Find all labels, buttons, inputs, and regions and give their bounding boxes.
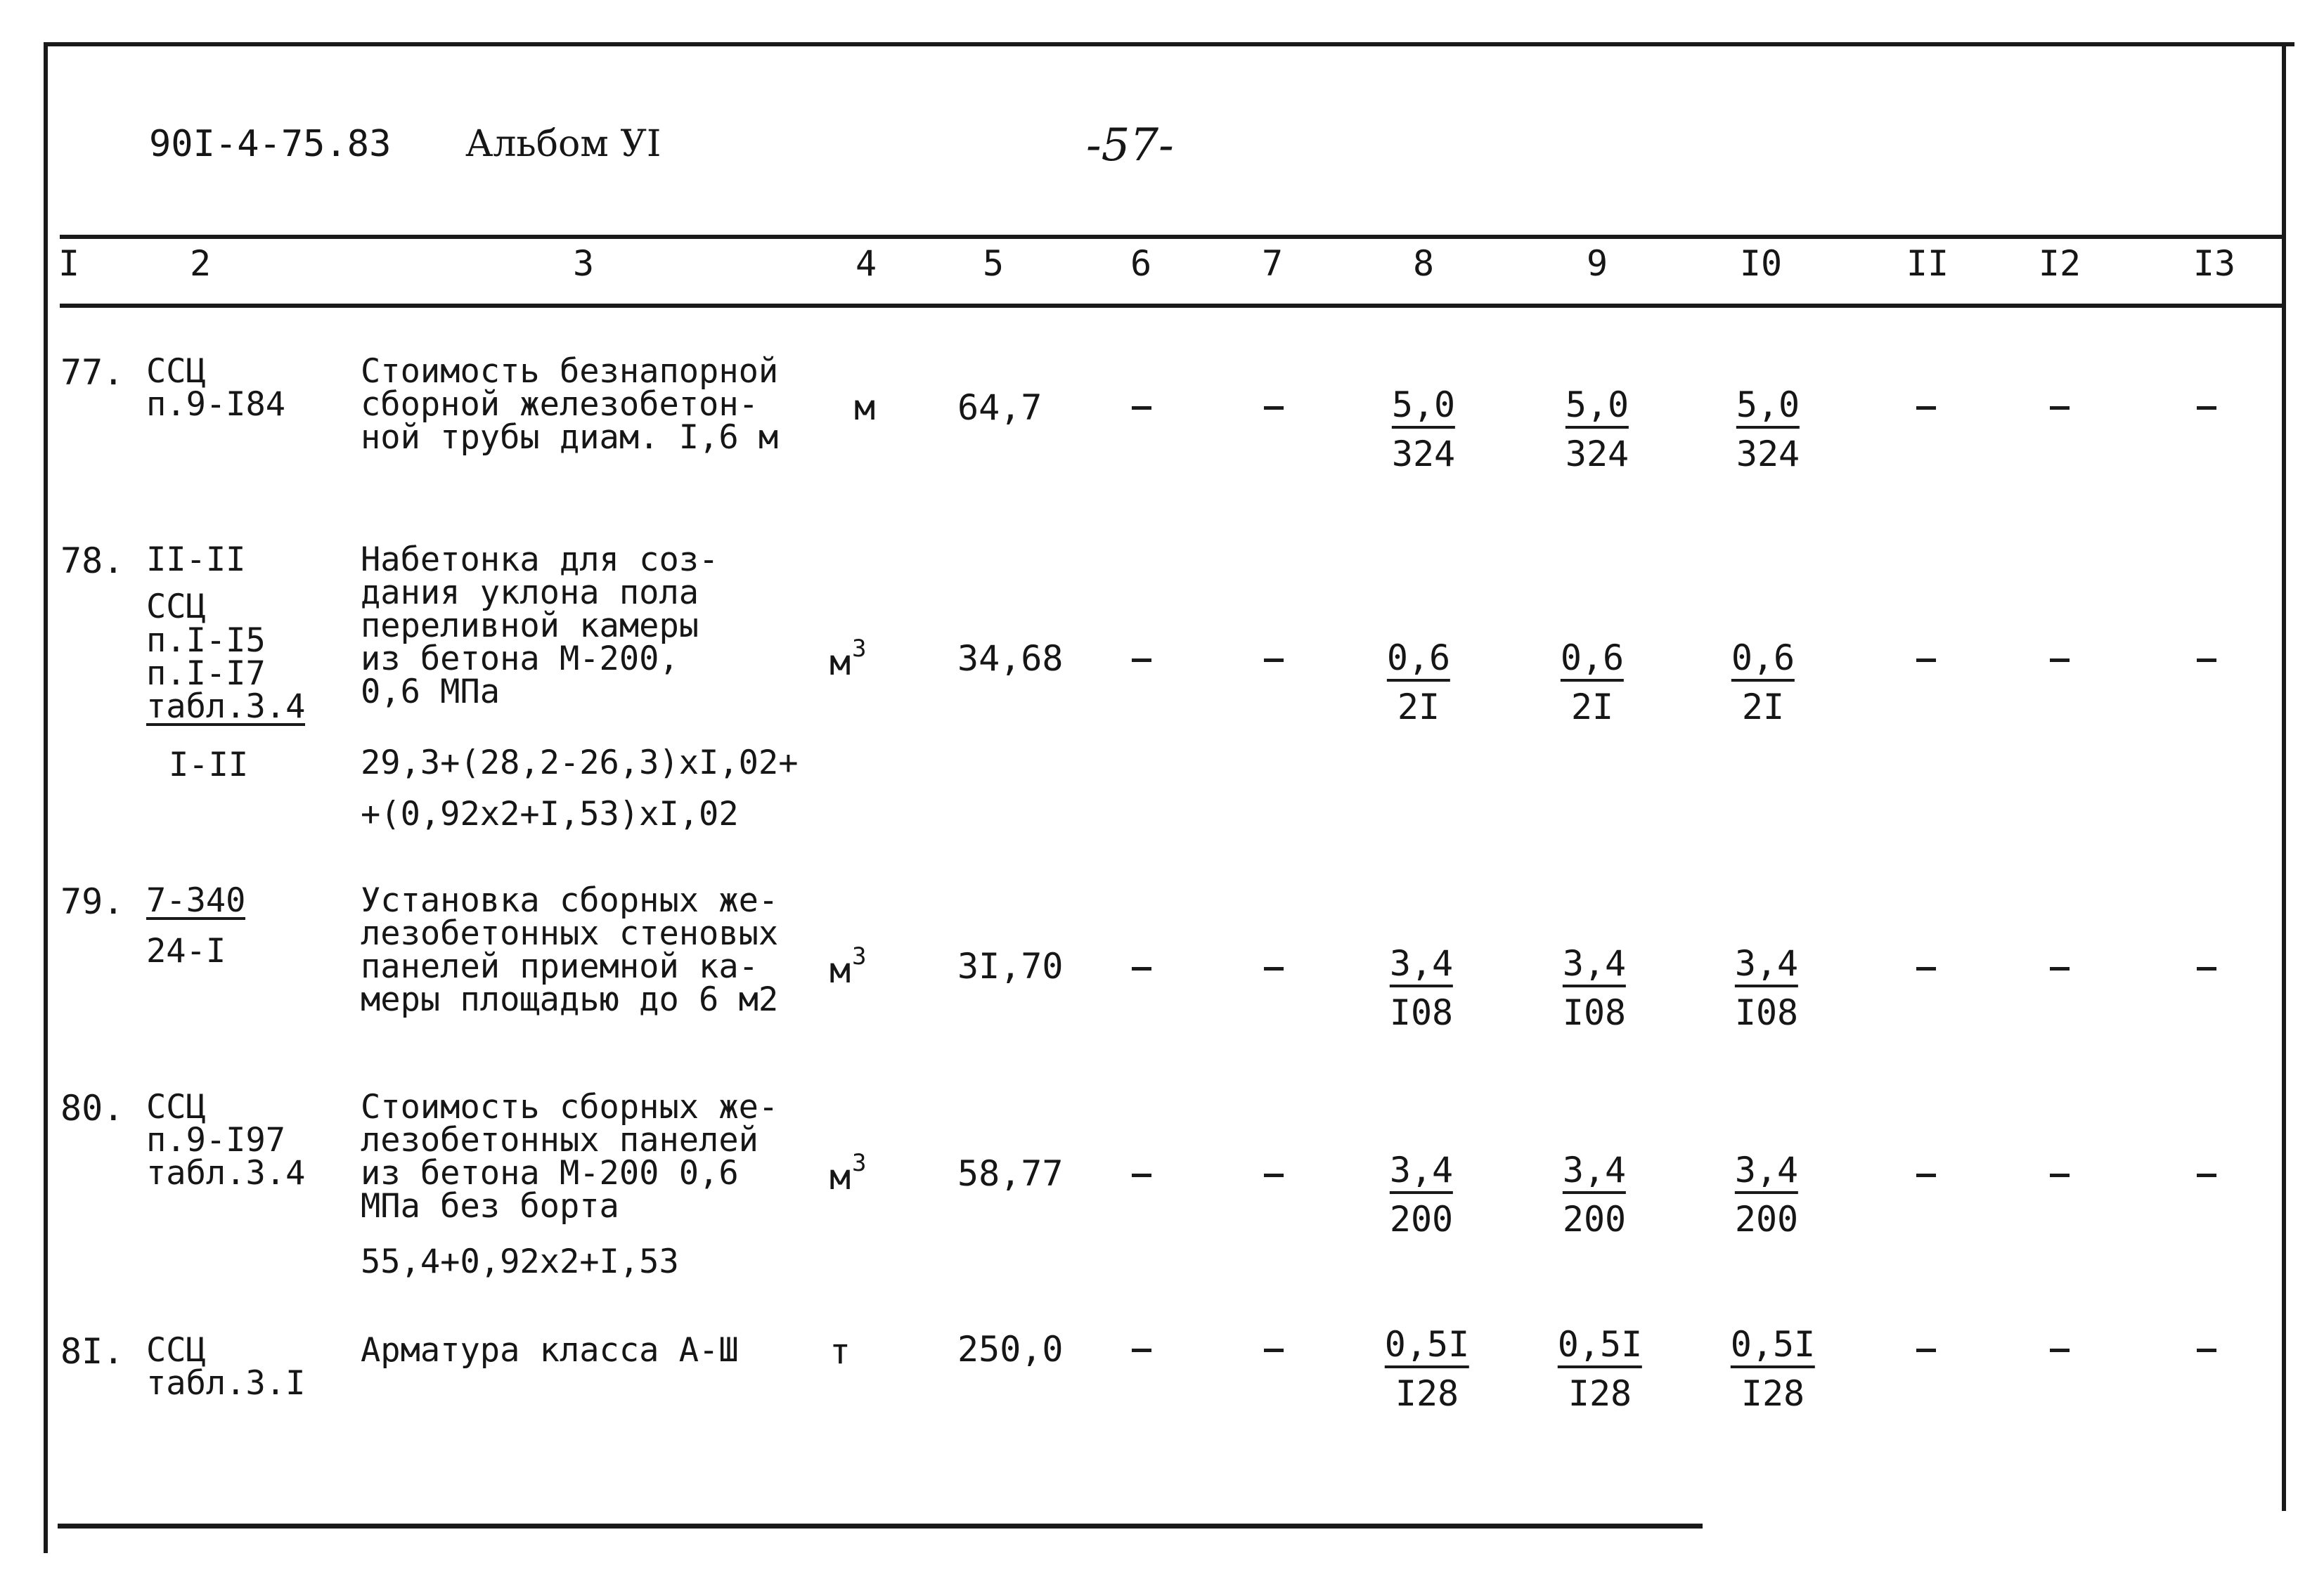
row-78-unit-sup: 3 — [852, 635, 867, 663]
row-80-desc-1: Стоимость сборных же- — [361, 1088, 779, 1127]
row-77-code-2: п.9-I84 — [146, 385, 286, 424]
row-81-col12-dash — [2050, 1349, 2070, 1352]
row-78-code-3: п.I-I5 — [146, 621, 266, 660]
row-77-col8-top: 5,0 — [1392, 385, 1455, 429]
page-number: -57- — [1086, 119, 1174, 171]
row-77-number: 77. — [60, 352, 124, 393]
row-77-col6-dash — [1132, 406, 1151, 410]
row-77-col10-bottom: 324 — [1736, 434, 1800, 474]
row-81-col13-dash — [2197, 1349, 2216, 1352]
row-79-desc-3: панелей приемной ка- — [361, 947, 758, 986]
row-81-col8-bottom: I28 — [1395, 1373, 1459, 1414]
row-78-desc-1: Набетонка для соз- — [361, 540, 719, 579]
row-80-col6-dash — [1132, 1174, 1151, 1177]
row-79-desc-4: меры площадью до 6 м2 — [361, 980, 779, 1019]
row-81-desc-1: Арматура класса А-Ш — [361, 1331, 739, 1370]
row-79-col9 — [1563, 944, 1626, 1032]
row-80-col8 — [1390, 1150, 1453, 1239]
row-81-col9 — [1558, 1325, 1642, 1413]
row-79-desc-2: лезобетонных стеновых — [361, 914, 779, 953]
row-81-unit: т — [829, 1331, 851, 1372]
row-81-col9-top: 0,5I — [1558, 1325, 1642, 1368]
row-81-col8-top: 0,5I — [1385, 1325, 1469, 1368]
row-81-number: 8I. — [60, 1331, 124, 1372]
col-header-12: I2 — [2038, 243, 2081, 284]
row-81-code-2: табл.3.I — [146, 1364, 306, 1403]
row-79-col8-bottom: I08 — [1389, 992, 1454, 1033]
row-80-formula-1: 55,4+0,92x2+I,53 — [361, 1242, 679, 1281]
row-80-unit-sup: 3 — [852, 1149, 867, 1177]
col-header-4: 4 — [855, 243, 877, 284]
row-80-code-3: табл.3.4 — [146, 1154, 306, 1193]
frame-right-border — [2282, 42, 2286, 1511]
row-78-col7-dash — [1264, 658, 1284, 662]
row-79-col10-top: 3,4 — [1735, 944, 1798, 987]
col-header-1: I — [58, 243, 80, 284]
col-header-3: 3 — [572, 243, 595, 284]
row-79-col9-top: 3,4 — [1563, 944, 1626, 987]
row-81-col11-dash — [1916, 1349, 1936, 1352]
row-79-code-1: 7-340 — [146, 881, 246, 920]
col-header-9: 9 — [1586, 243, 1608, 284]
row-78-col12-dash — [2050, 658, 2070, 662]
row-77-col10-top: 5,0 — [1736, 385, 1800, 429]
col-header-10: I0 — [1739, 243, 1783, 284]
row-79-col11-dash — [1916, 967, 1936, 971]
row-77-desc-3: ной трубы диам. I,6 м — [361, 418, 779, 457]
row-80-col9-top: 3,4 — [1563, 1150, 1626, 1194]
row-81-col8 — [1385, 1325, 1469, 1413]
row-77-col8 — [1392, 385, 1455, 474]
row-78-formula-2: +(0,92x2+I,53)xI,02 — [361, 795, 739, 833]
row-81-col7-dash — [1264, 1349, 1284, 1352]
row-80-unit: м — [829, 1157, 851, 1198]
bottom-rule — [58, 1524, 1703, 1529]
row-80-col8-bottom: 200 — [1389, 1199, 1454, 1240]
row-80-col10 — [1735, 1150, 1798, 1239]
row-77-desc-2: сборной железобетон- — [361, 385, 758, 424]
row-79-qty: 3I,70 — [957, 946, 1064, 987]
row-81-col9-bottom: I28 — [1568, 1373, 1632, 1414]
row-78-formula-1: 29,3+(28,2-26,3)xI,02+ — [361, 744, 799, 782]
row-79-col9-bottom: I08 — [1562, 992, 1627, 1033]
row-81-col10-bottom: I28 — [1741, 1373, 1805, 1414]
row-78-col9 — [1561, 638, 1624, 727]
row-78-code-1: II-II — [146, 540, 246, 579]
row-78-col6-dash — [1132, 658, 1151, 662]
row-78-col8-top: 0,6 — [1387, 638, 1450, 682]
row-78-code-6: I-II — [169, 746, 249, 784]
row-79-col8-top: 3,4 — [1390, 944, 1453, 987]
row-79-unit: м — [829, 950, 851, 991]
row-81-col6-dash — [1132, 1349, 1151, 1352]
row-79-col12-dash — [2050, 967, 2070, 971]
row-80-col9-bottom: 200 — [1562, 1199, 1627, 1240]
row-79-col6-dash — [1132, 967, 1151, 971]
col-header-13: I3 — [2193, 243, 2236, 284]
doc-code: 90I-4-75.83 — [149, 123, 392, 165]
row-79-col10-bottom: I08 — [1734, 992, 1799, 1033]
row-80-col8-top: 3,4 — [1390, 1150, 1453, 1194]
row-78-number: 78. — [60, 540, 124, 581]
row-78-code-5: табл.3.4 — [146, 687, 306, 726]
row-80-qty: 58,77 — [957, 1153, 1064, 1194]
row-78-col10-bottom: 2I — [1741, 687, 1785, 727]
row-80-desc-4: МПа без борта — [361, 1187, 619, 1226]
row-79-col7-dash — [1264, 967, 1284, 971]
row-80-col12-dash — [2050, 1174, 2070, 1177]
row-77-code-1: ССЦ — [146, 352, 206, 391]
row-80-code-1: ССЦ — [146, 1088, 206, 1127]
row-81-qty: 250,0 — [957, 1329, 1064, 1370]
col-header-2: 2 — [189, 243, 212, 284]
col-header-8: 8 — [1412, 243, 1435, 284]
row-79-col10 — [1735, 944, 1798, 1032]
row-77-col13-dash — [2197, 406, 2216, 410]
row-80-code-2: п.9-I97 — [146, 1121, 286, 1160]
col-header-5: 5 — [982, 243, 1005, 284]
row-79-desc-1: Установка сборных же- — [361, 881, 779, 920]
row-77-col9 — [1566, 385, 1629, 474]
row-81-code-1: ССЦ — [146, 1331, 206, 1370]
row-80-col13-dash — [2197, 1174, 2216, 1177]
row-78-desc-5: 0,6 МПа — [361, 673, 501, 711]
header-rule-top — [60, 235, 2283, 239]
row-78-col11-dash — [1916, 658, 1936, 662]
row-80-col10-top: 3,4 — [1735, 1150, 1798, 1194]
row-80-desc-3: из бетона М-200 0,6 — [361, 1154, 739, 1193]
row-78-col9-bottom: 2I — [1570, 687, 1614, 727]
row-80-col10-bottom: 200 — [1734, 1199, 1799, 1240]
row-77-col8-bottom: 324 — [1391, 434, 1456, 474]
row-77-col11-dash — [1916, 406, 1936, 410]
row-78-col13-dash — [2197, 658, 2216, 662]
row-78-col9-top: 0,6 — [1561, 638, 1624, 682]
row-79-unit-sup: 3 — [852, 942, 867, 971]
row-80-col9 — [1563, 1150, 1626, 1239]
row-78-col8 — [1387, 638, 1450, 727]
row-80-number: 80. — [60, 1088, 124, 1129]
row-77-col9-bottom: 324 — [1565, 434, 1629, 474]
row-80-col7-dash — [1264, 1174, 1284, 1177]
col-header-7: 7 — [1261, 243, 1284, 284]
row-78-code-4: п.I-I7 — [146, 654, 266, 693]
row-78-col10-top: 0,6 — [1731, 638, 1795, 682]
row-77-col12-dash — [2050, 406, 2070, 410]
row-77-col7-dash — [1264, 406, 1284, 410]
row-78-col8-bottom: 2I — [1397, 687, 1440, 727]
row-78-col10 — [1731, 638, 1795, 727]
row-81-col10-top: 0,5I — [1731, 1325, 1815, 1368]
row-80-col11-dash — [1916, 1174, 1936, 1177]
row-79-number: 79. — [60, 881, 124, 922]
row-78-code-2: ССЦ — [146, 588, 206, 626]
row-78-desc-4: из бетона М-200, — [361, 640, 679, 678]
col-header-6: 6 — [1130, 243, 1152, 284]
row-79-col8 — [1390, 944, 1453, 1032]
row-78-desc-3: переливной камеры — [361, 606, 699, 645]
row-77-qty: 64,7 — [957, 387, 1042, 428]
row-78-qty: 34,68 — [957, 638, 1064, 679]
col-header-11: II — [1906, 243, 1949, 284]
row-79-code-2: 24-I — [146, 932, 226, 971]
row-79-col13-dash — [2197, 967, 2216, 971]
row-77-col9-top: 5,0 — [1566, 385, 1629, 429]
frame-top-border — [44, 42, 2294, 46]
row-77-col10 — [1736, 385, 1800, 474]
row-78-desc-2: дания уклона пола — [361, 573, 699, 612]
album-label: Альбом УI — [465, 123, 661, 165]
header-rule-bottom — [60, 304, 2283, 308]
row-77-unit: м — [853, 387, 876, 428]
row-77-desc-1: Стоимость безнапорной — [361, 352, 779, 391]
row-81-col10 — [1731, 1325, 1815, 1413]
frame-left-border — [44, 42, 48, 1553]
row-78-unit: м — [829, 642, 851, 683]
row-80-desc-2: лезобетонных панелей — [361, 1121, 758, 1160]
